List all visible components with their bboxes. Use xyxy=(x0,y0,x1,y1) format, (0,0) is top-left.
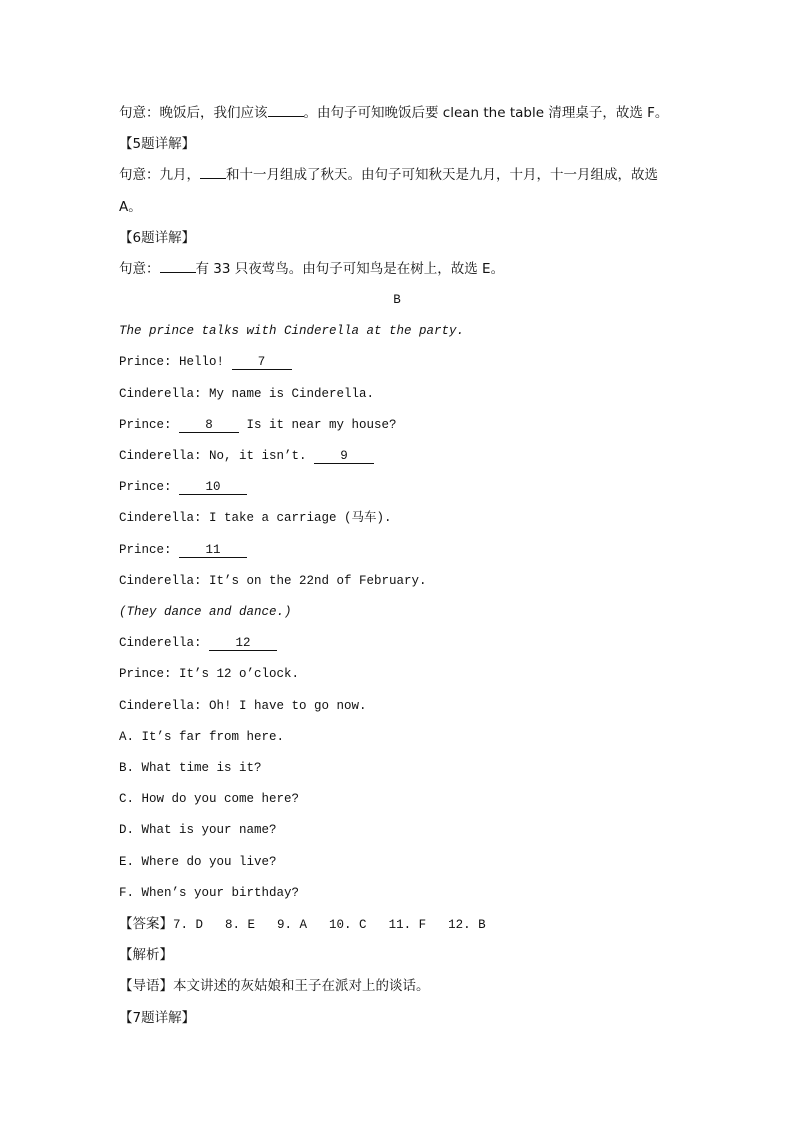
answer-item: 11. F xyxy=(388,918,427,932)
option-e: E. Where do you live? xyxy=(119,855,277,869)
text: 。由句子可知晚饭后要 clean the table 清理桌子，故选 F。 xyxy=(303,105,669,121)
answer-label: 【答案】 xyxy=(119,916,173,932)
dialogue-line xyxy=(119,353,734,371)
blank-7: 7 xyxy=(232,355,292,370)
text: Cinderella: No, it isn’t. xyxy=(119,449,315,463)
guide-label: 【导语】 xyxy=(119,978,173,994)
analysis-label: 【解析】 xyxy=(119,947,173,963)
answer-row xyxy=(119,915,734,934)
blank-12: 12 xyxy=(209,636,277,651)
dialogue-line: Cinderella: I take a carriage (马车). xyxy=(119,511,392,525)
dialogue-line xyxy=(119,541,734,559)
option-a: A. It’s far from here. xyxy=(119,730,285,744)
dialogue-line: Prince: It’s 12 o’clock. xyxy=(119,667,300,681)
text: 句意：晚饭后，我们应该 xyxy=(119,105,268,121)
dialogue-line xyxy=(119,447,734,465)
dialogue-line xyxy=(119,416,734,434)
option-b: B. What time is it? xyxy=(119,761,262,775)
option-c: C. How do you come here? xyxy=(119,792,300,806)
answer-item: 9. A xyxy=(277,918,308,932)
text: 句意：九月， xyxy=(119,167,200,183)
explanation-q4 xyxy=(119,104,734,122)
dialogue-line: Cinderella: My name is Cinderella. xyxy=(119,387,375,401)
text: Cinderella: xyxy=(119,636,210,650)
explanation-q5 xyxy=(119,166,734,184)
dialogue-line xyxy=(119,634,734,652)
text: Is it near my house? xyxy=(239,418,397,432)
answer-item: 12. B xyxy=(448,918,486,932)
dialogue-line xyxy=(119,478,734,496)
blank xyxy=(160,272,196,273)
option-d: D. What is your name? xyxy=(119,823,277,837)
dialogue-line: Cinderella: Oh! I have to go now. xyxy=(119,699,367,713)
blank xyxy=(200,178,226,179)
guide-paragraph xyxy=(119,977,734,995)
option-f: F. When’s your birthday? xyxy=(119,886,300,900)
text: Prince: xyxy=(119,418,180,432)
blank-11: 11 xyxy=(179,543,247,558)
text: 和十一月组成了秋天。由句子可知秋天是九月，十月，十一月组成，故选 xyxy=(226,167,658,183)
blank-8: 8 xyxy=(179,418,239,433)
blank-9: 9 xyxy=(314,449,374,464)
heading-q7: 【7题详解】 xyxy=(119,1010,196,1026)
heading-q6: 【6题详解】 xyxy=(119,230,196,246)
text: 句意： xyxy=(119,261,160,277)
text: Prince: Hello! xyxy=(119,355,232,369)
explanation-q6 xyxy=(119,260,734,278)
text: 有 33 只夜莺鸟。由句子可知鸟是在树上，故选 E。 xyxy=(195,261,505,277)
answer-item: 10. C xyxy=(329,918,367,932)
heading-q5: 【5题详解】 xyxy=(119,136,196,152)
section-label: B xyxy=(393,293,401,307)
blank xyxy=(268,116,304,117)
answer-item: 8. E xyxy=(225,918,256,932)
dialogue-line: Cinderella: It’s on the 22nd of February. xyxy=(119,574,427,588)
dialogue-intro: The prince talks with Cinderella at the party. xyxy=(119,324,465,338)
text: Prince: xyxy=(119,480,180,494)
answer-item: 7. D xyxy=(173,918,204,932)
text: Prince: xyxy=(119,543,180,557)
guide-text: 本文讲述的灰姑娘和王子在派对上的谈话。 xyxy=(173,978,430,994)
explanation-q5-cont: A。 xyxy=(119,199,142,215)
blank-10: 10 xyxy=(179,480,247,495)
stage-direction: (They dance and dance.) xyxy=(119,605,292,619)
